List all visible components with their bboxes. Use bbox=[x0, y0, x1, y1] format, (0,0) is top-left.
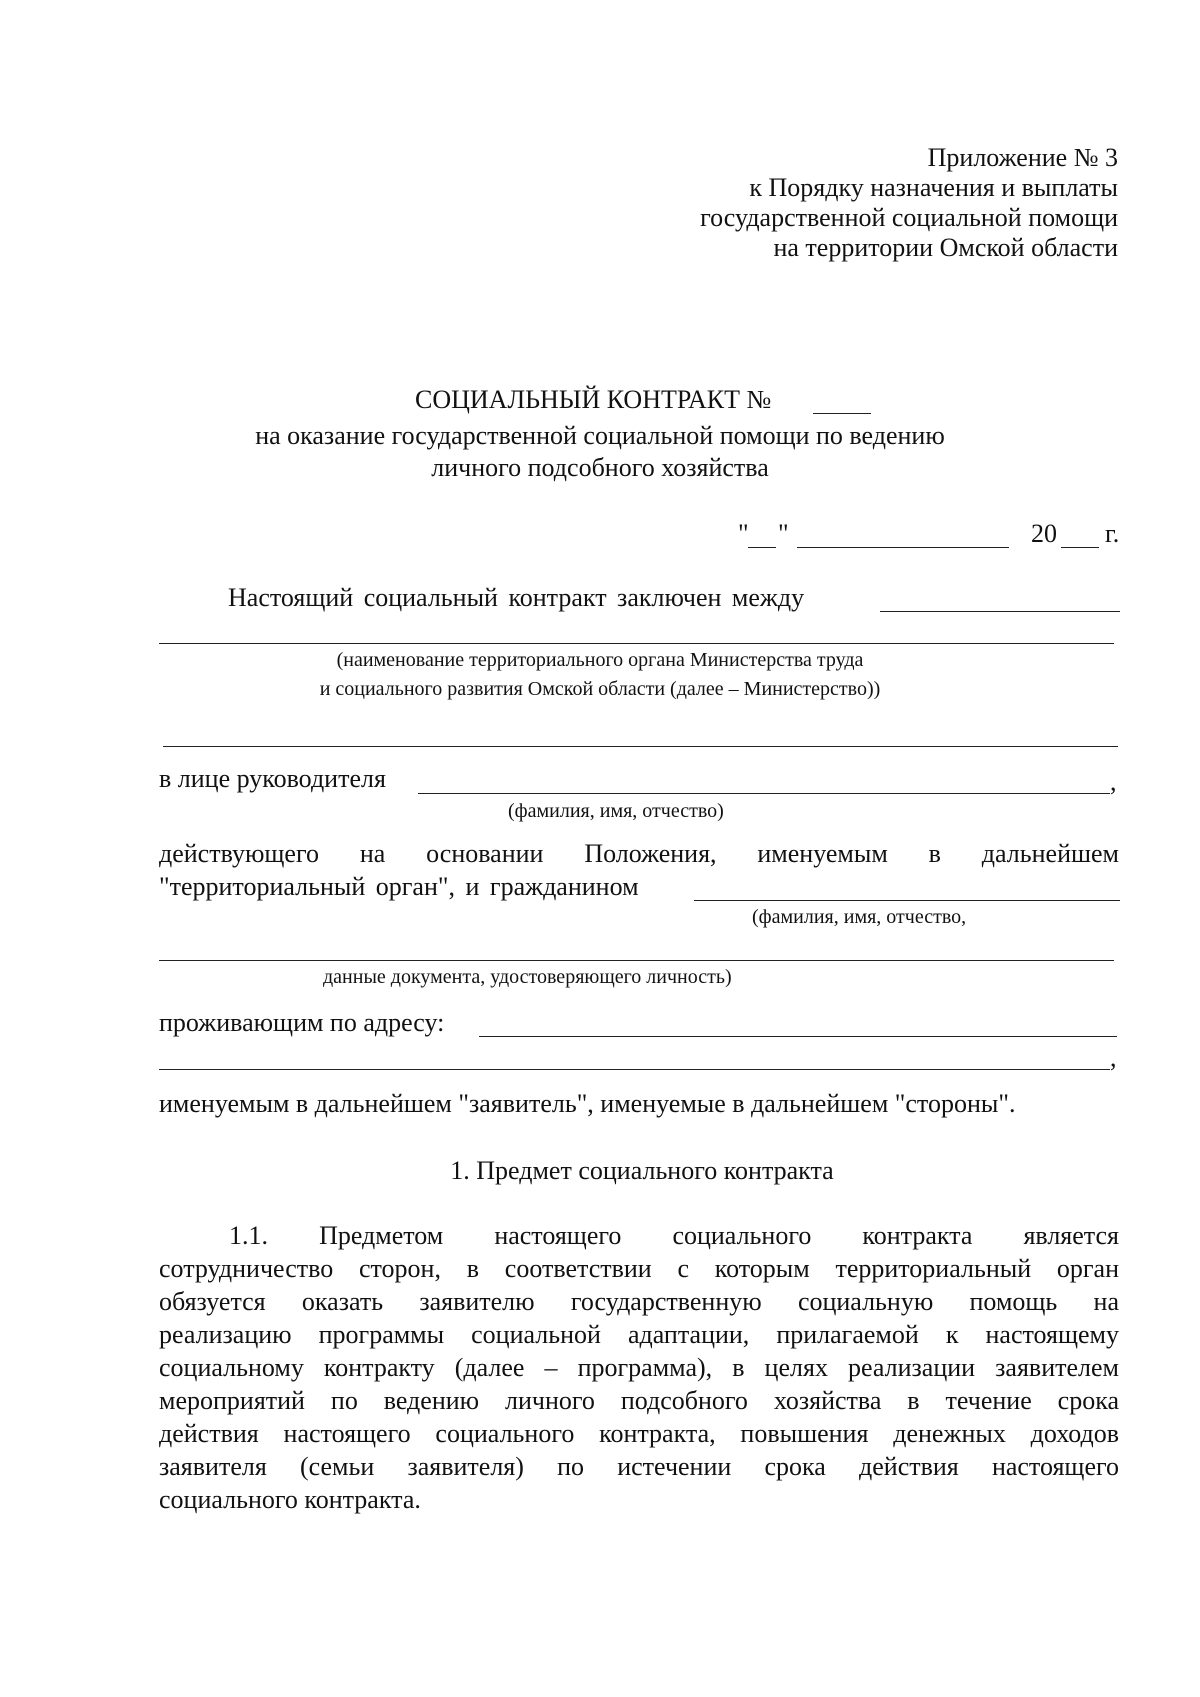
head-label: в лице руководителя bbox=[159, 764, 386, 793]
date-year-prefix: 20 bbox=[1031, 519, 1057, 548]
section-1-line: реализацию программы социальной адаптации, прилагаемой к настоящему bbox=[159, 1320, 1119, 1349]
ministry-name-blank-1 bbox=[880, 611, 1120, 612]
citizen-line: "территориальный орган", и гражданином bbox=[159, 872, 639, 901]
date-month-blank bbox=[797, 547, 1009, 548]
contract-subtitle-2: личного подсобного хозяйства bbox=[431, 453, 769, 482]
appendix-number: Приложение № 3 bbox=[927, 143, 1118, 172]
head-comma: , bbox=[1110, 767, 1117, 796]
contract-subtitle-1: на оказание государственной социальной помощи по ведению bbox=[255, 421, 945, 450]
ministry-hint-1: (наименование территориального органа Министерства труда bbox=[336, 649, 864, 671]
section-1-line: 1.1. Предметом настоящего социального контракта является bbox=[229, 1221, 1119, 1250]
appendix-ref-line-2: к Порядку назначения и выплаты bbox=[749, 173, 1118, 202]
address-blank-1 bbox=[479, 1036, 1117, 1037]
ministry-name-blank-3 bbox=[163, 746, 1118, 747]
parties-closing: именуемым в дальнейшем "заявитель", именуемые в дальнейшем "стороны". bbox=[159, 1089, 1016, 1118]
date-day-blank bbox=[748, 547, 776, 548]
section-1-line: заявителя (семьи заявителя) по истечении срока действия настоящего bbox=[159, 1452, 1119, 1481]
address-comma: , bbox=[1110, 1043, 1117, 1072]
section-1-line: социальному контракту (далее – программа), в целях реализации заявителем bbox=[159, 1353, 1119, 1382]
parties-intro: Настоящий социальный контракт заключен между bbox=[228, 583, 805, 612]
contract-number-blank bbox=[813, 413, 871, 414]
section-1-paragraph bbox=[159, 1219, 1119, 1516]
section-1-line: социального контракта. bbox=[159, 1485, 421, 1514]
head-fio-blank bbox=[418, 793, 1110, 794]
date-quote-open: " bbox=[738, 519, 749, 548]
section-1-heading: 1. Предмет социального контракта bbox=[450, 1156, 834, 1185]
appendix-header bbox=[700, 143, 1118, 263]
section-1-line: обязуется оказать заявителю государственную социальную помощь на bbox=[159, 1287, 1119, 1316]
acting-line: действующего на основании Положения, именуемым в дальнейшем bbox=[159, 839, 1119, 868]
date-year-blank bbox=[1061, 547, 1099, 548]
address-label: проживающим по адресу: bbox=[159, 1008, 445, 1037]
head-fio-hint: (фамилия, имя, отчество) bbox=[508, 800, 724, 822]
section-1-line: мероприятий по ведению личного подсобного хозяйства в течение срока bbox=[159, 1386, 1119, 1415]
date-year-suffix: г. bbox=[1105, 519, 1120, 548]
section-1-line: действия настоящего социального контракта, повышения денежных доходов bbox=[159, 1419, 1119, 1448]
address-blank-2 bbox=[159, 1069, 1110, 1070]
ministry-hint-2: и социального развития Омской области (далее – Министерство)) bbox=[319, 678, 881, 700]
ministry-name-blank-2 bbox=[159, 643, 1114, 644]
appendix-ref-line-4: на территории Омской области bbox=[773, 233, 1118, 262]
contract-title: СОЦИАЛЬНЫЙ КОНТРАКТ № bbox=[415, 385, 772, 414]
citizen-fio-blank bbox=[694, 900, 1120, 901]
citizen-doc-blank bbox=[159, 960, 1114, 961]
section-1-line: сотрудничество сторон, в соответствии с которым территориальный орган bbox=[159, 1254, 1119, 1283]
appendix-ref-line-3: государственной социальной помощи bbox=[700, 203, 1118, 232]
date-quote-close: " bbox=[778, 519, 789, 548]
citizen-fio-hint: (фамилия, имя, отчество, bbox=[752, 906, 967, 928]
citizen-doc-hint: данные документа, удостоверяющего личность) bbox=[323, 966, 732, 988]
